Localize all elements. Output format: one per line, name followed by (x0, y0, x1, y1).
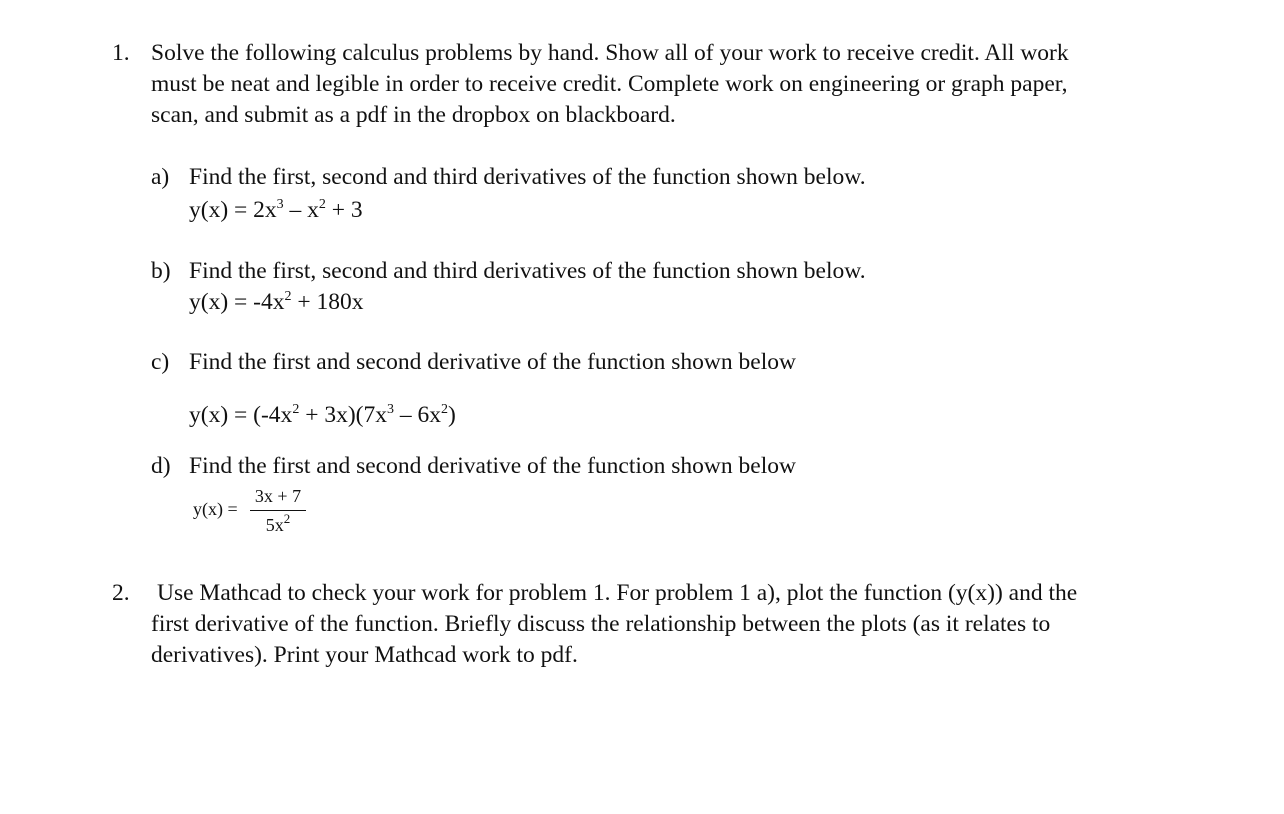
problem-2-text-line-1: Use Mathcad to check your work for problem 1. For problem 1 a), plot the function (y(x)) and the (157, 580, 1078, 606)
part-a-label: a) (151, 164, 170, 190)
fraction-bar (250, 510, 306, 511)
part-c-equation: $y(x) = (-4x^2 + 3x)(7x^3 - 6x^2)$ (189, 402, 456, 428)
part-c-label: c) (151, 349, 170, 375)
part-b-equation: $y(x) = -4x^2 + 180x$ (189, 289, 364, 315)
problem-2-number: 2. (112, 580, 130, 606)
part-b-label: b) (151, 258, 171, 284)
part-d-instruction: Find the first and second derivative of the function shown below (189, 453, 796, 479)
part-d-denominator: $5x^2$ (265, 511, 291, 535)
part-d-equation-lhs: y(x) = (193, 499, 238, 519)
part-c-instruction: Find the first and second derivative of the function shown below (189, 349, 796, 375)
part-a-equation: $y(x) = 2x^3 - x^2 + 3$ (189, 197, 363, 223)
problem-2-text-line-2: first derivative of the function. Briefly discuss the relationship between the plots (as it relates to (151, 611, 1051, 637)
problem-1-text-line-3: scan, and submit as a pdf in the dropbox on blackboard. (151, 102, 676, 128)
problem-1-number: 1. (112, 40, 130, 66)
problem-1-text-line-1: Solve the following calculus problems by hand. Show all of your work to receive credit. All work (151, 40, 1069, 66)
part-b-instruction: Find the first, second and third derivatives of the function shown below. (189, 258, 866, 284)
part-a-instruction: Find the first, second and third derivatives of the function shown below. (189, 164, 866, 190)
problem-2-text-line-3: derivatives). Print your Mathcad work to pdf. (151, 642, 578, 668)
problem-1-text-line-2: must be neat and legible in order to receive credit. Complete work on engineering or graph paper, (151, 71, 1068, 97)
part-d-label: d) (151, 453, 171, 479)
part-d-numerator: 3x + 7 (254, 486, 302, 506)
part-d-fraction (250, 486, 306, 536)
